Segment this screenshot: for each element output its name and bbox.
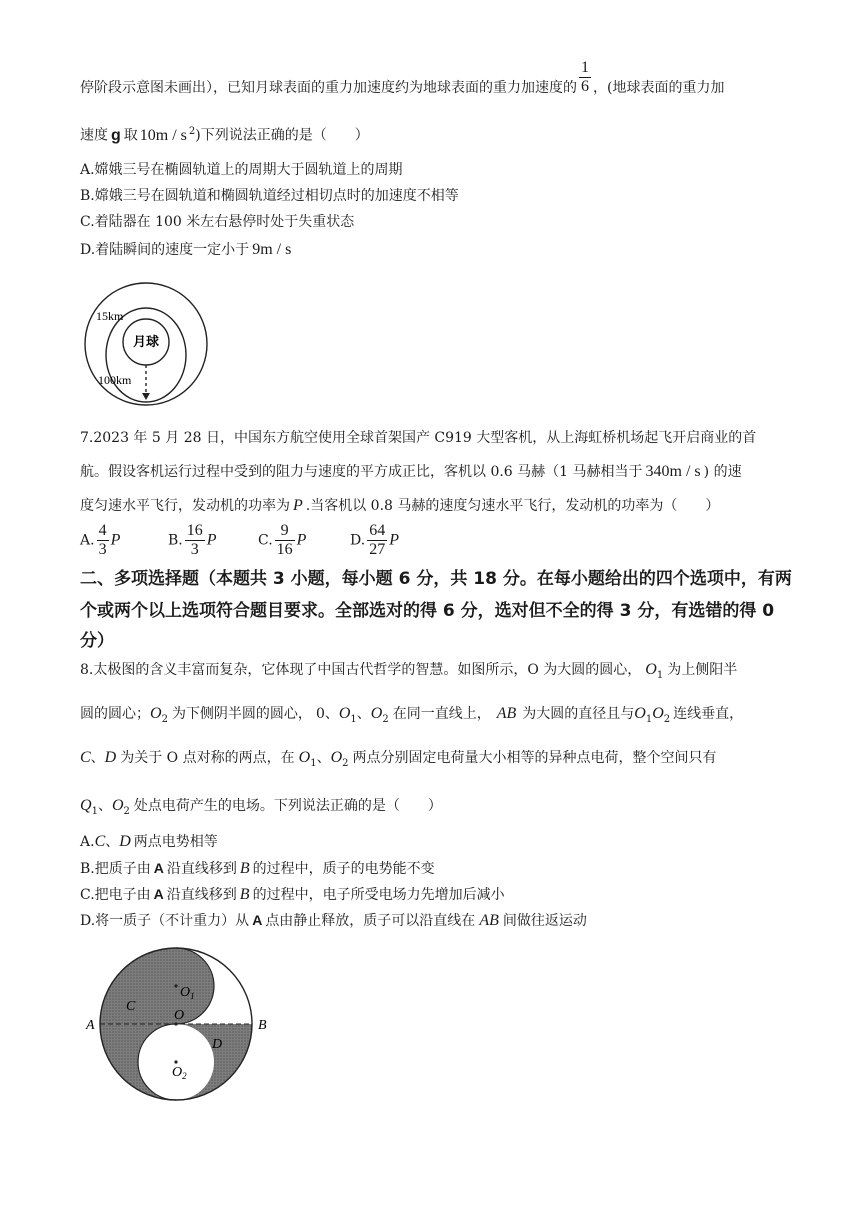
q8-text: 为上侧阳半 xyxy=(667,662,738,678)
fraction-denominator: 6 xyxy=(581,77,589,95)
fraction-denominator: 16 xyxy=(276,541,293,558)
symbol-d: D xyxy=(104,749,117,766)
symbol-b: B xyxy=(239,860,250,877)
option-fraction xyxy=(275,522,295,559)
section-heading-line: 分） xyxy=(80,631,114,651)
symbol-p: P xyxy=(296,531,307,549)
q8-text: 圆的圆心； xyxy=(80,706,150,722)
q6-option-d xyxy=(80,240,794,260)
q7-line-2 xyxy=(80,462,794,482)
symbol-o1: O xyxy=(634,705,646,722)
label-o1-letter: O xyxy=(180,985,191,1000)
option-fraction xyxy=(367,522,387,559)
arrow-down-icon xyxy=(142,393,150,400)
option-label: B. xyxy=(168,532,183,549)
q8-text: B.把质子由 xyxy=(80,861,151,877)
subscript: 1 xyxy=(91,805,98,817)
symbol-p: P xyxy=(206,531,217,549)
option-label: D. xyxy=(350,532,366,549)
label-15km: 15km xyxy=(96,309,124,323)
q7-text: 度匀速水平飞行，发动机的功率为 xyxy=(80,498,290,514)
q8-text: 、 xyxy=(105,834,120,850)
symbol-o2: O xyxy=(370,705,383,722)
q6-text: ，(地球表面的重力加 xyxy=(593,80,725,96)
symbol-b: B xyxy=(239,886,250,903)
q7-line-1: 7.2023 年 5 月 28 日，中国东方航空使用全球首架国产 C919 大型客机，从上海虹桥机场起飞开启商业的首 xyxy=(80,430,757,446)
q6-text: )下列说法正确的是（ ） xyxy=(195,127,369,144)
q8-text: 0、 xyxy=(315,706,339,722)
q8-text: 的过程中，质子的电势能不变 xyxy=(252,861,435,877)
q8-option-a xyxy=(80,832,794,852)
q8-text: 间做往返运动 xyxy=(502,913,587,929)
symbol-o2: O xyxy=(150,705,162,722)
point-o1 xyxy=(174,984,177,987)
q8-text: 沿直线移到 xyxy=(166,887,237,903)
q8-text: A. xyxy=(80,834,95,850)
q8-text: 两点电势相等 xyxy=(133,834,218,850)
q6-text: D.着陆瞬间的速度一定小于 xyxy=(80,242,250,258)
subscript: 2 xyxy=(161,713,168,725)
q8-text: 在同一直线上， xyxy=(392,706,491,722)
symbol-o1: O xyxy=(298,749,311,766)
q6-line-1 xyxy=(80,58,794,98)
superscript-2: 2 xyxy=(188,126,196,137)
q8-text: 连线垂直， xyxy=(673,706,744,722)
q8-text: C.把电子由 xyxy=(80,887,151,903)
q6-option-b: B.嫦娥三号在圆轨道和椭圆轨道经过相切点时的加速度不相等 xyxy=(80,188,459,204)
value-340ms: 340m / s xyxy=(645,463,701,480)
q8-option-b xyxy=(80,858,794,879)
symbol-o1: O xyxy=(338,705,351,722)
q6-option-c: C.着陆器在 100 米左右悬停时处于失重状态 xyxy=(80,214,355,230)
label-o2-letter: O xyxy=(172,1065,183,1080)
label-b: B xyxy=(258,1018,267,1033)
subscript: 2 xyxy=(123,805,130,817)
section-heading-line: 个或两个以上选项符合题目要求。全部选对的得 6 分，选对但不全的得 3 分，有选错的得 0 xyxy=(80,601,775,621)
symbol-g: g xyxy=(111,126,121,144)
subscript: 2 xyxy=(382,713,389,725)
symbol-a: A xyxy=(153,860,164,876)
q7-option-c xyxy=(258,522,306,559)
q6-option-a: A.嫦娥三号在椭圆轨道上的周期大于圆轨道上的周期 xyxy=(80,162,403,178)
value-9ms: 9m / s xyxy=(252,241,292,258)
q8-option-d xyxy=(80,910,794,931)
subscript: 1 xyxy=(350,713,357,725)
q7-text: .当客机以 0.8 马赫的速度匀速水平飞行，发动机的功率为（ ） xyxy=(305,498,720,514)
subscript: 1 xyxy=(310,757,317,769)
section-heading-line: 二、多项选择题（本题共 3 小题，每小题 6 分，共 18 分。在每小题给出的四个选项中，有两 xyxy=(80,569,792,589)
q8-text: 、 xyxy=(316,750,331,766)
q8-text: 、 xyxy=(97,798,112,814)
symbol-p: P xyxy=(110,531,121,549)
symbol-ab: AB xyxy=(479,912,499,929)
q8-text: 处点电荷产生的电场。下列说法正确的是（ ） xyxy=(133,798,442,814)
q8-line-3 xyxy=(80,748,794,774)
symbol-p: P xyxy=(293,497,303,514)
label-100km: 100km xyxy=(98,373,132,387)
orbit-figure xyxy=(76,276,226,408)
q6-line-2 xyxy=(80,122,794,146)
section-heading xyxy=(80,566,800,654)
subscript: 2 xyxy=(663,713,671,725)
q8-option-c xyxy=(80,884,794,905)
option-label: C. xyxy=(258,532,273,549)
q6-text: 速度 xyxy=(80,127,108,144)
q7-option-a xyxy=(80,522,120,559)
q8-line-4 xyxy=(80,796,794,822)
q6-text: 停阶段示意图未画出），已知月球表面的重力加速度约为地球表面的重力加速度的 xyxy=(80,80,577,96)
q8-text: D.将一质子（不计重力）从 xyxy=(80,913,250,929)
q8-text: 为大圆的直径且与 xyxy=(522,706,635,722)
symbol-d: D xyxy=(119,833,131,850)
point-o2 xyxy=(174,1060,177,1063)
label-moon: 月球 xyxy=(133,334,160,349)
symbol-p: P xyxy=(389,531,399,549)
symbol-a: A xyxy=(252,912,263,928)
label-o: O xyxy=(174,1008,185,1023)
q8-text: 两点分别固定电荷量大小相等的异种点电荷，整个空间只有 xyxy=(352,750,717,766)
q7-text: 航。假设客机运行过程中受到的阻力与速度的平方成正比，客机以 0.6 马赫（1 马赫相当于 xyxy=(80,464,643,480)
q8-text: 为下侧阴半圆的圆心， xyxy=(171,706,312,722)
fraction-numerator: 9 xyxy=(275,522,295,541)
fraction-one-sixth xyxy=(579,59,591,96)
option-label: A. xyxy=(80,532,95,549)
q8-text: 点由静止释放，质子可以沿直线在 xyxy=(265,913,476,929)
q8-text: 8.太极图的含义丰富而复杂，它体现了中国古代哲学的智慧。如图所示，O 为大圆的圆心， xyxy=(80,662,642,678)
label-a: A xyxy=(86,1018,95,1033)
subscript: 2 xyxy=(342,757,349,769)
label-o2-subscript: 2 xyxy=(182,1071,187,1081)
fraction-denominator: 3 xyxy=(190,541,199,558)
symbol-o2: O xyxy=(111,797,124,814)
fraction-numerator: 1 xyxy=(581,58,589,76)
option-fraction xyxy=(185,522,205,559)
label-c: C xyxy=(126,999,136,1014)
value-10ms2: 10m / s xyxy=(139,126,187,144)
q8-text: 、 xyxy=(90,750,105,766)
q7-option-b xyxy=(168,522,217,559)
symbol-o2: O xyxy=(330,749,343,766)
symbol-ab: AB xyxy=(496,705,517,722)
option-fraction xyxy=(97,522,109,559)
fraction-denominator: 3 xyxy=(98,541,107,558)
symbol-o2: O xyxy=(652,705,664,722)
fraction-numerator: 16 xyxy=(186,522,203,539)
taiji-figure xyxy=(76,944,276,1108)
q8-text: 为关于 O 点对称的两点，在 xyxy=(120,750,295,766)
fraction-numerator: 64 xyxy=(369,522,386,539)
subscript: 1 xyxy=(645,713,653,725)
symbol-c: C xyxy=(80,749,91,766)
fraction-denominator: 27 xyxy=(369,541,386,558)
symbol-q1: Q xyxy=(80,797,92,814)
symbol-c: C xyxy=(94,833,106,850)
subscript: 1 xyxy=(656,669,664,681)
symbol-a: A xyxy=(153,886,164,902)
q8-text: 、 xyxy=(356,706,371,722)
label-d: D xyxy=(212,1037,223,1052)
q7-text: ) 的速 xyxy=(703,464,742,480)
q7-option-d xyxy=(350,522,399,559)
q8-text: 的过程中，电子所受电场力先增加后减小 xyxy=(252,887,505,903)
label-o1-subscript: 1 xyxy=(190,991,195,1001)
q8-line-2 xyxy=(80,704,794,730)
q6-text: 取 xyxy=(123,127,138,144)
q8-text: 沿直线移到 xyxy=(166,861,237,877)
q7-options xyxy=(80,522,794,566)
q7-line-3 xyxy=(80,496,794,516)
symbol-o1: O xyxy=(645,661,657,678)
q8-line-1 xyxy=(80,660,794,686)
fraction-numerator: 4 xyxy=(98,522,107,539)
